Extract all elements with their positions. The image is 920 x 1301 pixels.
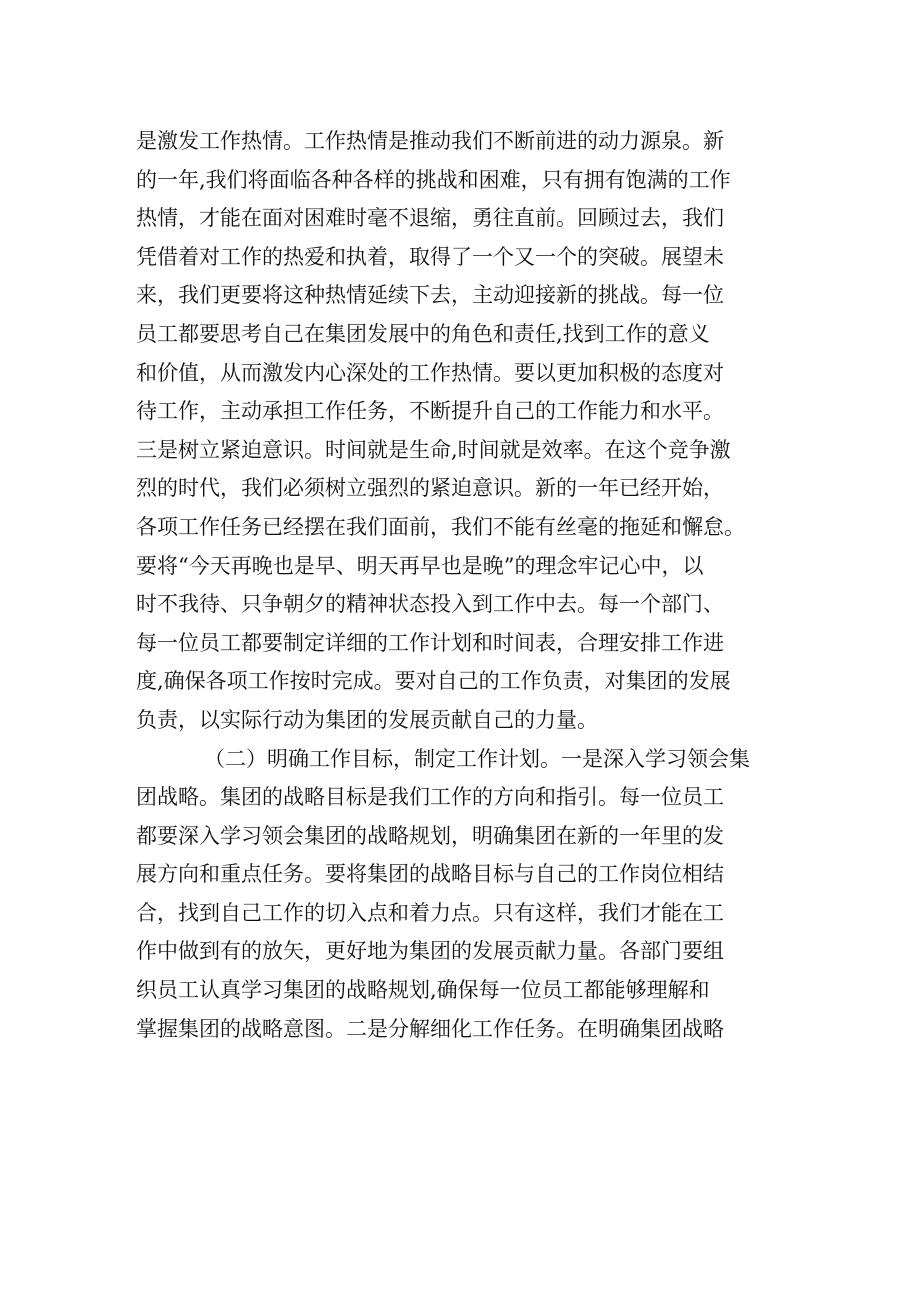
text-line: 每一位员工都要制定详细的工作计划和时间表，合理安排工作进: [136, 630, 724, 655]
text-line: 团战略。集团的战略目标是我们工作的方向和指引。每一位员工: [136, 785, 724, 810]
body-text: [136, 122, 796, 1048]
text-line: 作中做到有的放矢，更好地为集团的发展贡献力量。各部门要组: [136, 939, 724, 964]
text-line: 要将“今天再晚也是早、明天再早也是晚”的理念牢记心中，以: [136, 553, 704, 578]
text-line: 是激发工作热情。工作热情是推动我们不断前进的动力源泉。新: [136, 129, 724, 153]
text-line: 烈的时代，我们必须树立强烈的紧迫意识。新的一年已经开始，: [136, 476, 724, 501]
section-heading-line: （二）明确工作目标，制定工作计划。一是深入学习领会集: [204, 746, 750, 771]
text-line: 织员工认真学习集团的战略规划,确保每一位员工都能够理解和: [136, 978, 710, 1003]
text-line: 度,确保各项工作按时完成。要对自己的工作负责，对集团的发展: [136, 669, 731, 694]
text-line: 负责，以实际行动为集团的发展贡献自己的力量。: [136, 707, 598, 732]
text-line: 各项工作任务已经摆在我们面前，我们不能有丝毫的拖延和懈怠。: [136, 514, 745, 539]
text-line: 展方向和重点任务。要将集团的战略目标与自己的工作岗位相结: [136, 862, 724, 887]
text-line: 和价值，从而激发内心深处的工作热情。要以更加积极的态度对: [136, 360, 724, 385]
text-line: 来，我们更要将这种热情延续下去，主动迎接新的挑战。每一位: [136, 283, 724, 308]
text-line: 凭借着对工作的热爱和执着，取得了一个又一个的突破。展望未: [136, 244, 724, 269]
text-line: 待工作，主动承担工作任务，不断提升自己的工作能力和水平。: [136, 399, 724, 424]
text-line: 的一年,我们将面临各种各样的挑战和困难，只有拥有饱满的工作: [136, 167, 731, 192]
text-line: 掌握集团的战略意图。二是分解细化工作任务。在明确集团战略: [136, 1016, 724, 1041]
text-line: 合，找到自己工作的切入点和着力点。只有这样，我们才能在工: [136, 900, 724, 925]
text-line: 都要深入学习领会集团的战略规划，明确集团在新的一年里的发: [136, 823, 724, 848]
text-line: 时不我待、只争朝夕的精神状态投入到工作中去。每一个部门、: [136, 592, 724, 617]
text-line: 三是树立紧迫意识。时间就是生命,时间就是效率。在这个竞争激: [136, 437, 731, 462]
text-line: 员工都要思考自己在集团发展中的角色和责任,找到工作的意义: [136, 321, 710, 346]
text-line: 热情，才能在面对困难时毫不退缩，勇往直前。回顾过去，我们: [136, 206, 724, 231]
